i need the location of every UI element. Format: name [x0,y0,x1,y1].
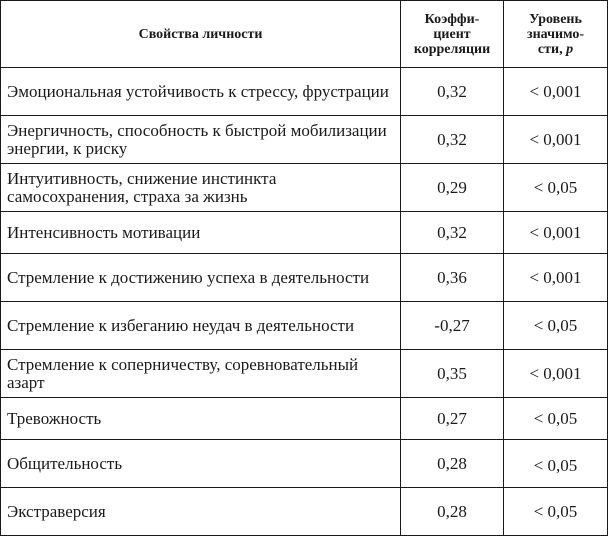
table-row [1,350,608,398]
header-coef-line1: Коэффи- [424,11,480,27]
property-cell: Экстраверсия [1,488,401,536]
table-row [1,302,608,350]
header-property [1,1,401,68]
significance-cell: < 0,001 [504,212,608,254]
header-coef-line2: циент [433,26,471,42]
significance-cell: < 0,05 [504,488,608,536]
table-row [1,68,608,116]
table-row [1,212,608,254]
coefficient-cell: 0,32 [401,68,504,116]
header-level-line2: значимо- [526,26,585,42]
table-row [1,398,608,440]
header-level-p: p [566,41,574,57]
significance-cell: < 0,05 [504,164,608,212]
coefficient-cell: 0,32 [401,212,504,254]
property-cell: Общительность [1,440,401,488]
property-cell: Эмоциональная устойчивость к стрессу, фрустрации [1,68,401,116]
coefficient-cell: 0,35 [401,350,504,398]
significance-cell: < 0,05 [504,302,608,350]
table-row [1,164,608,212]
table-row [1,488,608,536]
header-coefficient [401,1,504,68]
significance-cell: < 0,001 [504,254,608,302]
property-cell: Стремление к избеганию неудач в деятельности [1,302,401,350]
header-level-line1: Уровень [529,11,582,27]
significance-cell: < 0,001 [504,68,608,116]
property-cell: Энергичность, способность к быстрой мобилизации энергии, к риску [1,116,401,164]
table-row [1,116,608,164]
header-row [1,1,608,68]
property-cell: Тревожность [1,398,401,440]
property-cell: Интенсивность мотивации [1,212,401,254]
coefficient-cell: 0,27 [401,398,504,440]
header-significance [504,1,608,68]
header-level-line3 [504,42,607,57]
significance-cell: < 0,001 [504,350,608,398]
header-coef-line3: корреляции [413,41,491,57]
table-row [1,440,608,488]
header-property-label: Свойства личности [138,26,263,42]
coefficient-cell: 0,32 [401,116,504,164]
coefficient-cell: 0,36 [401,254,504,302]
significance-cell: < 0,001 [504,116,608,164]
property-cell: Стремление к достижению успеха в деятельности [1,254,401,302]
header-level-line3-text: сти, [537,41,567,57]
coefficient-cell: 0,29 [401,164,504,212]
coefficient-cell: -0,27 [401,302,504,350]
coefficient-cell: 0,28 [401,488,504,536]
property-cell: Стремление к соперничеству, соревновательный азарт [1,350,401,398]
table-row [1,254,608,302]
significance-cell: < 0,05 [504,398,608,440]
property-cell: Интуитивность, снижение инстинкта самосохранения, страха за жизнь [1,164,401,212]
coefficient-cell: 0,28 [401,440,504,488]
significance-cell: < 0,05 [504,440,608,488]
